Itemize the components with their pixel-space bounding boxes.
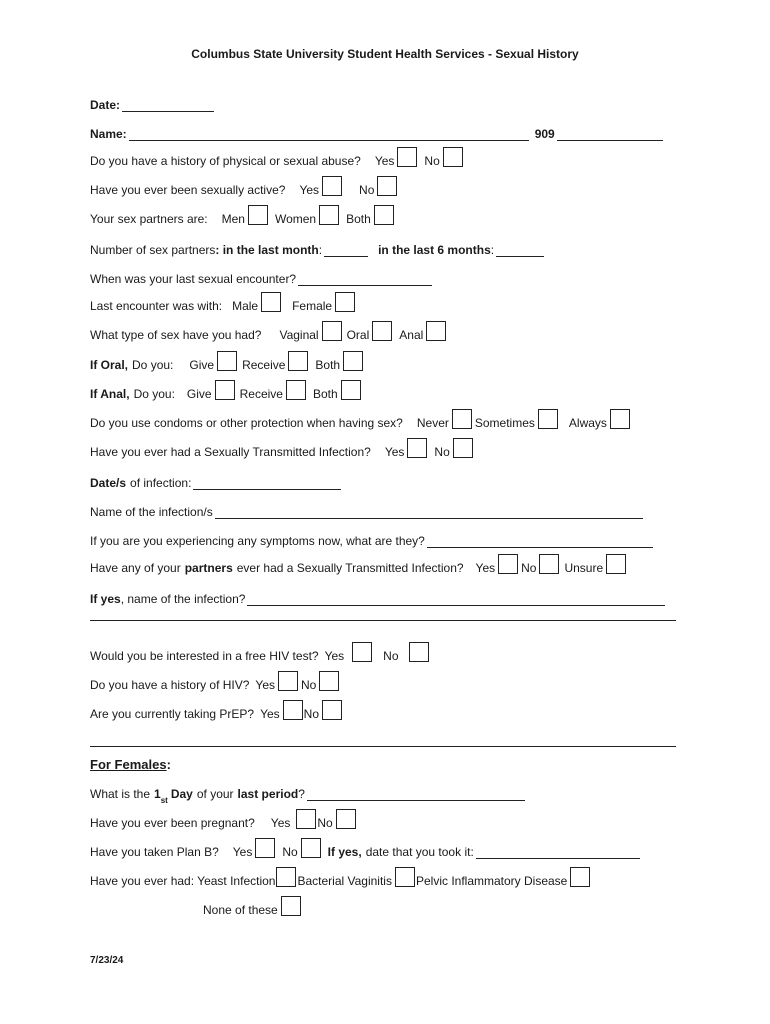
active-yes-label: Yes <box>299 183 320 197</box>
name-row <box>90 119 663 141</box>
infection-dates-field[interactable] <box>193 477 341 490</box>
infection-name-question: Name of the infection/s <box>90 505 213 519</box>
name-label: Name: <box>90 127 127 141</box>
both-checkbox[interactable] <box>374 205 394 225</box>
period-pre: What is the <box>90 787 151 801</box>
hiv-history-question: Do you have a history of HIV? <box>90 678 250 692</box>
sti-no-checkbox[interactable] <box>453 438 473 458</box>
female-label: Female <box>292 299 333 313</box>
men-label: Men <box>221 212 245 226</box>
anal-checkbox[interactable] <box>426 321 446 341</box>
partner-yes-checkbox[interactable] <box>498 554 518 574</box>
oral-give-checkbox[interactable] <box>217 351 237 371</box>
oral-label: Oral <box>346 328 370 342</box>
symptoms-row <box>90 526 653 548</box>
last-encounter-row <box>90 264 432 286</box>
if-yes-row <box>90 584 665 606</box>
anal-label: Anal <box>399 328 424 342</box>
pregnant-no-checkbox[interactable] <box>336 809 356 829</box>
last-encounter-question: When was your last sexual encounter? <box>90 272 297 286</box>
number-question: Number of sex partners <box>90 243 216 257</box>
infection-name-row <box>90 497 643 519</box>
anal-receive-label: Receive <box>239 387 283 401</box>
planb-date-field[interactable] <box>476 846 640 859</box>
sti-row <box>90 437 474 459</box>
none-checkbox[interactable] <box>281 896 301 916</box>
if-oral-row <box>90 350 364 372</box>
abuse-no-checkbox[interactable] <box>443 147 463 167</box>
partner-sti-post: ever had a Sexually Transmitted Infection? <box>236 561 464 575</box>
period-num: 1 <box>154 787 161 801</box>
partner-yes-label: Yes <box>475 561 496 575</box>
partner-no-checkbox[interactable] <box>539 554 559 574</box>
vaginal-checkbox[interactable] <box>322 321 342 341</box>
female-checkbox[interactable] <box>335 292 355 312</box>
anal-receive-checkbox[interactable] <box>286 380 306 400</box>
sti-yes-label: Yes <box>384 445 405 459</box>
last-6-months-field[interactable] <box>496 244 544 257</box>
prep-question: Are you currently taking PrEP? <box>90 707 255 721</box>
active-row <box>90 175 398 197</box>
symptoms-question: If you are you experiencing any symptoms now, what are they? <box>90 534 425 548</box>
id-field[interactable] <box>557 128 663 141</box>
prep-no-label: No <box>303 707 319 721</box>
bv-label: Bacterial Vaginitis <box>297 874 392 888</box>
sti-yes-checkbox[interactable] <box>407 438 427 458</box>
name-field[interactable] <box>129 128 529 141</box>
period-field[interactable] <box>307 788 525 801</box>
number-row: Number of sex partners : in the last month : in the last 6 months : <box>90 235 544 257</box>
active-no-checkbox[interactable] <box>377 176 397 196</box>
date-label: Date: <box>90 98 121 112</box>
women-checkbox[interactable] <box>319 205 339 225</box>
oral-both-label: Both <box>315 358 341 372</box>
abuse-no-label: No <box>424 154 440 168</box>
condoms-row <box>90 408 631 430</box>
never-label: Never <box>416 416 449 430</box>
partner-no-label: No <box>521 561 537 575</box>
if-yes-label: If yes <box>90 592 121 606</box>
hiv-test-yes-checkbox[interactable] <box>352 642 372 662</box>
partners-row <box>90 204 395 226</box>
date-row <box>90 90 214 112</box>
hiv-test-yes-label: Yes <box>324 649 345 663</box>
females-heading-colon: : <box>166 757 171 772</box>
male-checkbox[interactable] <box>261 292 281 312</box>
partner-sti-pre: Have any of your <box>90 561 181 575</box>
abuse-yes-label: Yes <box>374 154 395 168</box>
sex-type-row <box>90 320 447 342</box>
last-month-field[interactable] <box>324 244 368 257</box>
last-encounter-field[interactable] <box>298 273 432 286</box>
abuse-row <box>90 146 464 168</box>
pid-label: Pelvic Inflammatory Disease <box>415 874 568 888</box>
if-anal-row <box>90 379 362 401</box>
sometimes-checkbox[interactable] <box>538 409 558 429</box>
pid-checkbox[interactable] <box>570 867 590 887</box>
none-label: None of these <box>203 903 278 917</box>
anal-both-label: Both <box>312 387 338 401</box>
ever-had-row <box>90 866 591 888</box>
men-checkbox[interactable] <box>248 205 268 225</box>
period-bold: last period <box>237 787 299 801</box>
infection-dates-label: Date/s <box>90 476 127 490</box>
females-heading-row <box>90 750 171 772</box>
hiv-test-no-checkbox[interactable] <box>409 642 429 662</box>
both-label: Both <box>346 212 371 226</box>
hiv-test-no-label: No <box>383 649 399 663</box>
partner-unsure-checkbox[interactable] <box>606 554 626 574</box>
abuse-yes-checkbox[interactable] <box>397 147 417 167</box>
period-day: Day <box>170 787 193 801</box>
infection-name-field[interactable] <box>215 506 643 519</box>
yeast-infection-checkbox[interactable] <box>276 867 296 887</box>
prep-row <box>90 699 343 721</box>
partner-unsure-label: Unsure <box>564 561 604 575</box>
period-row: What is the 1 st Day of your last period ? <box>90 779 525 801</box>
pregnant-row <box>90 808 357 830</box>
if-oral-question: Do you: <box>132 358 174 372</box>
planb-question: Have you taken Plan B? <box>90 845 219 859</box>
pregnant-question: Have you ever been pregnant? <box>90 816 255 830</box>
section-divider <box>90 746 676 747</box>
always-checkbox[interactable] <box>610 409 630 429</box>
prep-yes-label: Yes <box>260 707 280 721</box>
anal-give-label: Give <box>186 387 212 401</box>
form-title: Columbus State University Student Health Services - Sexual History <box>191 47 579 61</box>
symptoms-field[interactable] <box>427 535 653 548</box>
if-anal-question: Do you: <box>133 387 175 401</box>
partner-sti-bold: partners <box>184 561 233 575</box>
pregnant-no-label: No <box>317 816 333 830</box>
if-yes-continuation-line[interactable] <box>90 620 676 621</box>
period-mid: of your <box>196 787 234 801</box>
vaginal-label: Vaginal <box>279 328 319 342</box>
sex-type-question: What type of sex have you had? <box>90 328 262 342</box>
hiv-history-yes-label: Yes <box>255 678 275 692</box>
pregnant-yes-label: Yes <box>270 816 291 830</box>
last-month-label: : in the last month <box>215 243 319 257</box>
none-row <box>203 895 302 917</box>
hiv-history-no-label: No <box>301 678 317 692</box>
planb-no-label: No <box>282 845 298 859</box>
anal-both-checkbox[interactable] <box>341 380 361 400</box>
date-field[interactable] <box>122 99 214 112</box>
abuse-question: Do you have a history of physical or sexual abuse? <box>90 154 361 168</box>
if-oral-label: If Oral, <box>90 358 129 372</box>
id-label: 909 <box>534 127 555 141</box>
period-post: ? <box>298 787 305 801</box>
hiv-history-yes-checkbox[interactable] <box>278 671 298 691</box>
oral-receive-label: Receive <box>242 358 286 372</box>
last-6-months-label: in the last 6 months <box>378 243 491 257</box>
infection-dates-text: of infection: <box>130 476 192 490</box>
oral-give-label: Give <box>189 358 215 372</box>
if-yes-question: , name of the infection? <box>120 592 246 606</box>
females-heading: For Females <box>90 757 167 772</box>
if-anal-label: If Anal, <box>90 387 130 401</box>
pregnant-yes-checkbox[interactable] <box>296 809 316 829</box>
sometimes-label: Sometimes <box>474 416 535 430</box>
planb-no-checkbox[interactable] <box>301 838 321 858</box>
active-yes-checkbox[interactable] <box>322 176 342 196</box>
anal-give-checkbox[interactable] <box>215 380 235 400</box>
hiv-history-row <box>90 670 340 692</box>
encounter-with-question: Last encounter was with: <box>90 299 223 313</box>
partner-sti-row <box>90 553 627 575</box>
hiv-history-no-checkbox[interactable] <box>319 671 339 691</box>
active-no-label: No <box>359 183 375 197</box>
oral-checkbox[interactable] <box>372 321 392 341</box>
planb-row <box>90 837 640 859</box>
infection-dates-row <box>90 468 341 490</box>
oral-both-checkbox[interactable] <box>343 351 363 371</box>
footer-date: 7/23/24 <box>90 955 124 966</box>
always-label: Always <box>568 416 607 430</box>
condoms-question: Do you use condoms or other protection when having sex? <box>90 416 403 430</box>
male-label: Male <box>232 299 259 313</box>
planb-ifyes-label: If yes, <box>327 845 362 859</box>
never-checkbox[interactable] <box>452 409 472 429</box>
hiv-test-question: Would you be interested in a free HIV test? <box>90 649 319 663</box>
encounter-with-row <box>90 291 356 313</box>
partners-question: Your sex partners are: <box>90 212 208 226</box>
oral-receive-checkbox[interactable] <box>288 351 308 371</box>
hiv-test-row <box>90 641 430 663</box>
ever-had-question: Have you ever had: Yeast Infection <box>90 874 276 888</box>
sti-no-label: No <box>434 445 450 459</box>
if-yes-field[interactable] <box>247 593 665 606</box>
planb-date-text: date that you took it: <box>365 845 474 859</box>
sti-question: Have you ever had a Sexually Transmitted Infection? <box>90 445 371 459</box>
active-question: Have you ever been sexually active? <box>90 183 286 197</box>
bv-checkbox[interactable] <box>395 867 415 887</box>
prep-no-checkbox[interactable] <box>322 700 342 720</box>
planb-yes-label: Yes <box>232 845 253 859</box>
planb-yes-checkbox[interactable] <box>255 838 275 858</box>
women-label: Women <box>274 212 317 226</box>
prep-yes-checkbox[interactable] <box>283 700 303 720</box>
